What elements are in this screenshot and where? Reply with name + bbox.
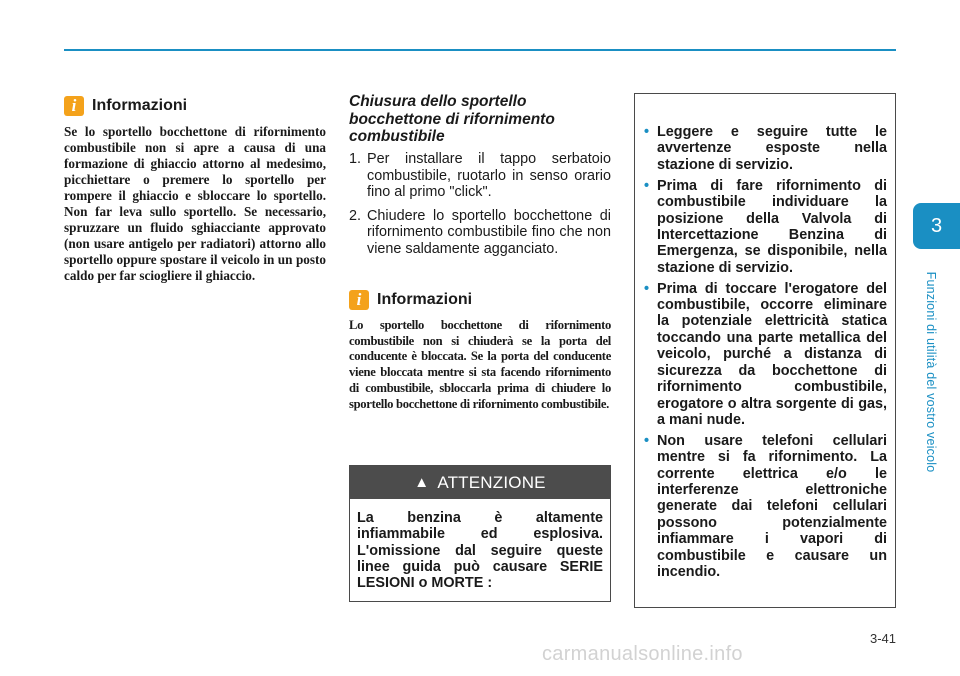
step-number: 1. <box>349 151 362 167</box>
step-item <box>349 208 611 258</box>
step-number: 2. <box>349 207 362 224</box>
bullet-dot-icon: • <box>644 177 650 194</box>
bullet-text: Non usare telefoni cellulari mentre si fa rifornimento. La corrente elettrica e/o le interferenze elettroniche generate dai telefoni cellulari possono potenzialmente infiammare i vapori di combustibile e causare un incendio. <box>657 432 887 581</box>
bullet-dot-icon: • <box>644 124 650 140</box>
chapter-tab <box>913 203 960 249</box>
bullet-dot-icon: • <box>644 432 650 449</box>
chapter-number: 3 <box>930 215 943 237</box>
warning-triangle-icon: ▲ <box>414 474 430 491</box>
bullet-list <box>644 124 887 580</box>
chapter-title: Funzioni di utilità del vostro veicolo <box>924 271 938 473</box>
info-icon: i <box>349 290 369 310</box>
info-heading-1 <box>64 96 187 116</box>
bullet-box <box>634 93 896 608</box>
step-list <box>349 151 611 264</box>
info-title-1: Informazioni <box>92 97 188 114</box>
info-text-2: Lo sportello bocchettone di rifornimento combustibile non si chiuderà se la porta del conducente è bloccata. Se la porta del conducente viene bloccata mentre si sta facendo rifornimento di combustibile, sbloccarla prima di chiudere lo sportello bocchettone di rifornimento combustibile. <box>349 318 611 411</box>
info-icon: i <box>64 96 84 116</box>
bullet-dot-icon: • <box>644 280 650 297</box>
page-number: 3-41 <box>869 631 896 646</box>
info-heading-2 <box>349 290 472 310</box>
step-item <box>349 151 611 201</box>
info-title-2: Informazioni <box>377 291 473 308</box>
watermark: carmanualsonline.info <box>542 643 743 665</box>
bullet-item <box>644 281 887 429</box>
warning-header <box>350 466 610 499</box>
bullet-item <box>644 433 887 581</box>
bullet-text: Prima di fare rifornimento di combustibile individuare la posizione della Valvola di Intercettazione Benzina di Emergenza, se disponibile, nella stazione di servizio. <box>657 177 887 276</box>
step-text: Chiudere lo sportello bocchettone di rifornimento combustibile fino che non viene saldamente agganciato. <box>367 207 611 257</box>
bullet-text: Leggere e seguire tutte le avvertenze esposte nella stazione di servizio. <box>657 124 887 173</box>
warning-title: ATTENZIONE <box>437 472 546 492</box>
section-title: Chiusura dello sportello bocchettone di rifornimento combustibile <box>349 93 555 145</box>
warning-box <box>349 465 611 602</box>
bullet-item <box>644 178 887 276</box>
header-rule <box>64 49 896 51</box>
info-text-1: Se lo sportello bocchettone di rifornimento combustibile non si apre a causa di una formazione di ghiaccio attorno al medesimo, picchiettare o premere lo sportello per rompere il ghiaccio e sbloccare lo sportello. Non far leva sullo sportello. Se necessario, spruzzare un fluido sghiacciante approvato (non usare antigelo per radiatori) attorno allo sportello oppure spostare il veicolo in un posto caldo per far sciogliere il ghiaccio. <box>64 124 326 283</box>
step-text: Per installare il tappo serbatoio combustibile, ruotarlo in senso orario fino al primo "click". <box>367 151 611 200</box>
warning-text: La benzina è altamente infiammabile ed esplosiva. L'omissione dal seguire queste linee guida può causare SERIE LESIONI o MORTE : <box>357 510 603 592</box>
bullet-text: Prima di toccare l'erogatore del combustibile, occorre eliminare la potenziale elettricità statica toccando una parte metallica del veicolo, purché a distanza di sicurezza da bocchettone di rifornimento combustibile, erogatore o altra sorgente di gas, a mani nude. <box>657 280 887 428</box>
bullet-item <box>644 124 887 173</box>
